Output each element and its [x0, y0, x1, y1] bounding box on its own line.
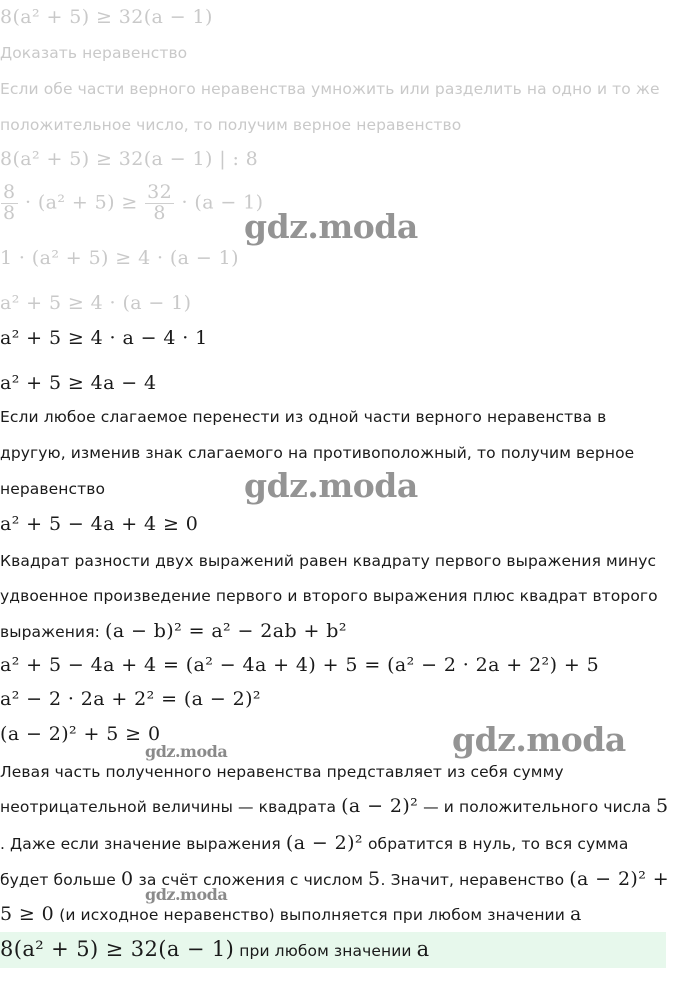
explanation-3: . Даже если значение выражения (a − 2)² обратится в нуль, то вся сумма	[0, 832, 629, 854]
formula-step-3: a² + 5 ≥ 4 · a − 4 · 1	[0, 327, 208, 349]
rule-text-1: Если обе части верного неравенства умножить или разделить на одно и то же	[0, 80, 660, 98]
formula-step-8: (a − 2)² + 5 ≥ 0	[0, 723, 161, 745]
answer-line: 8(a² + 5) ≥ 32(a − 1) при любом значении a	[0, 937, 430, 961]
watermark-logo: gdz.moda	[452, 720, 626, 759]
rule-text-3c: выражения: (a − b)² = a² − 2ab + b²	[0, 620, 347, 642]
formula-step-1: 1 · (a² + 5) ≥ 4 · (a − 1)	[0, 247, 239, 269]
explanation-4: будет больше 0 за счёт сложения с числом 5. Значит, неравенство (a − 2)² +	[0, 868, 670, 890]
rule-text-2b: другую, изменив знак слагаемого на противоположный, то получим верное	[0, 444, 635, 462]
explanation-2: неотрицательной величины — квадрата (a − 2)² — и положительного числа 5	[0, 795, 669, 817]
rule-text-3a: Квадрат разности двух выражений равен квадрату первого выражения минус	[0, 552, 657, 570]
rule-text-2c: неравенство	[0, 480, 106, 498]
formula-step-4: a² + 5 ≥ 4a − 4	[0, 372, 157, 394]
explanation-5: 5 ≥ 0 (и исходное неравенство) выполняется при любом значении a	[0, 903, 582, 925]
rule-text-3b: удвоенное произведение первого и второго выражения плюс квадрат второго	[0, 587, 658, 605]
watermark-logo-small: gdz.moda	[145, 885, 228, 904]
formula-step-5: a² + 5 − 4a + 4 ≥ 0	[0, 513, 199, 535]
formula-divide-8: 8(a² + 5) ≥ 32(a − 1) | : 8	[0, 148, 259, 170]
explanation-1: Левая часть полученного неравенства представляет из себя сумму	[0, 763, 564, 781]
formula-step-7: a² − 2 · 2a + 2² = (a − 2)²	[0, 688, 261, 710]
rule-text-2a: Если любое слагаемое перенести из одной части верного неравенства в	[0, 408, 607, 426]
formula-step-2: a² + 5 ≥ 4 · (a − 1)	[0, 292, 192, 314]
rule-text-1b: положительное число, то получим верное неравенство	[0, 116, 462, 134]
formula-step-6: a² + 5 − 4a + 4 = (a² − 4a + 4) + 5 = (a² − 2 · 2a + 2²) + 5	[0, 654, 600, 676]
formula-fractions: $\frac{8}{8}$ · (a² + 5) ≥ $\frac{32}{8}$ · (a − 1)	[3, 181, 264, 224]
fraction-2: $\frac{32}{8}$	[147, 181, 173, 224]
watermark-logo: gdz.moda	[244, 207, 418, 246]
watermark-logo: gdz.moda	[244, 466, 418, 505]
watermark-logo-small: gdz.moda	[145, 742, 228, 761]
formula-original-faded: 8(a² + 5) ≥ 32(a − 1)	[0, 6, 213, 28]
fraction-1: $\frac{8}{8}$	[3, 181, 16, 224]
task-title: Доказать неравенство	[0, 44, 188, 62]
